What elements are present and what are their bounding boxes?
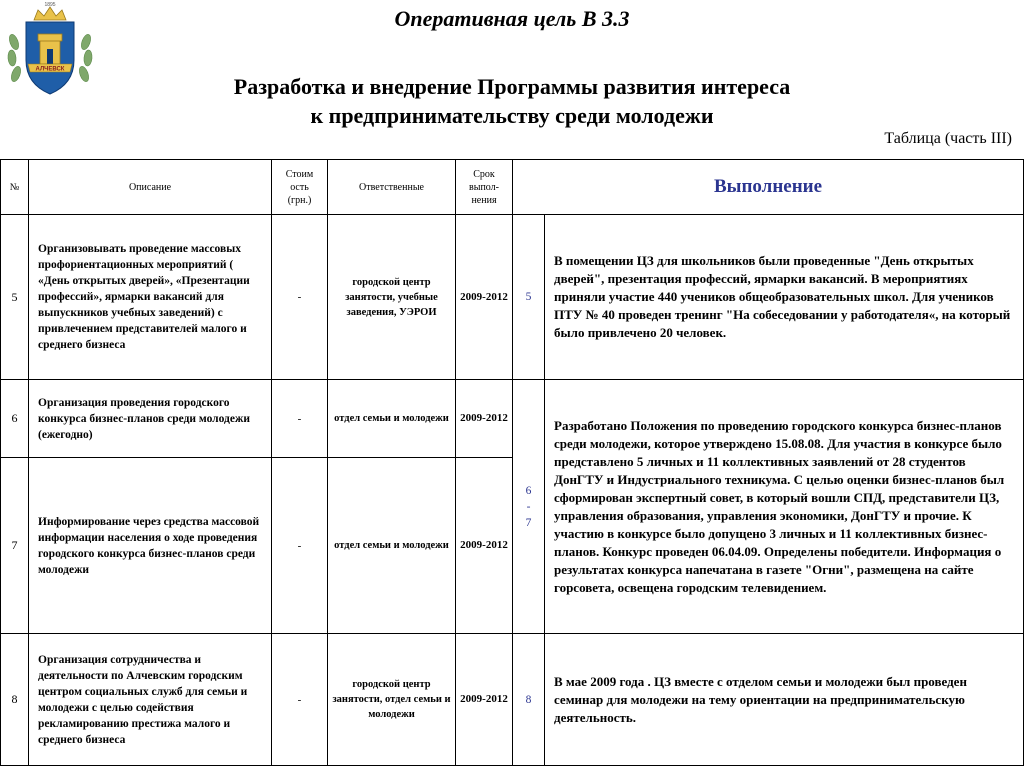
row-description: Организовывать проведение массовых профориентационных мероприятий ( «День открытых дверей», «Презентации профессий», ярмарки вакансий для выпускников учебных заведений) с привлечением представителей малого и среднего бизнеса: [29, 215, 272, 380]
table-row: [1, 380, 1024, 458]
header-description: Описание: [29, 160, 272, 215]
page-title: [0, 72, 1024, 130]
logo-year: 1895: [44, 2, 56, 8]
row-cost: -: [272, 634, 328, 766]
result-ref-l3: 7: [525, 516, 532, 529]
header-num: №: [1, 160, 29, 215]
row-cost: -: [272, 215, 328, 380]
header-cost-l3: (грн.): [287, 194, 312, 206]
row-number: 7: [1, 458, 29, 634]
result-ref: 5: [513, 215, 545, 380]
row-cost: -: [272, 458, 328, 634]
header-term: [456, 160, 513, 215]
header-responsible: Ответственные: [328, 160, 456, 215]
table-row: [1, 634, 1024, 766]
row-term: 2009-2012: [456, 458, 513, 634]
title-line-2: к предпринимательству среди молодежи: [310, 103, 714, 128]
result-ref-l2: -: [526, 500, 531, 513]
result-text: В мае 2009 года . ЦЗ вместе с отделом семьи и молодежи был проведен семинар для молодежи на тему ориентации на предпринимательскую деятельность.: [545, 634, 1024, 766]
result-ref: 8: [513, 634, 545, 766]
header-term-l3: нения: [471, 194, 497, 206]
header-execution: Выполнение: [513, 160, 1024, 215]
subtitle: Оперативная цель В 3.3: [394, 6, 630, 31]
header-term-l1: Срок: [473, 168, 495, 180]
row-term: 2009-2012: [456, 634, 513, 766]
table-row: [1, 215, 1024, 380]
result-ref: [513, 380, 545, 634]
row-term: 2009-2012: [456, 215, 513, 380]
table-note: Таблица (часть III): [884, 130, 1012, 147]
title-line-1: Разработка и внедрение Программы развития интереса: [233, 74, 791, 99]
row-number: 5: [1, 215, 29, 380]
logo-ribbon-text: АЛЧЕВСК: [35, 66, 65, 73]
row-cost: -: [272, 380, 328, 458]
header-term-l2: выпол-: [469, 181, 499, 193]
header-row: [1, 160, 1024, 215]
row-responsible: отдел семьи и молодежи: [328, 380, 456, 458]
row-responsible: отдел семьи и молодежи: [328, 458, 456, 634]
row-responsible: городской центр занятости, отдел семьи и молодежи: [328, 634, 456, 766]
row-term: 2009-2012: [456, 380, 513, 458]
row-description: Организация проведения городского конкурса бизнес-планов среди молодежи (ежегодно): [29, 380, 272, 458]
header-cost: [272, 160, 328, 215]
row-number: 6: [1, 380, 29, 458]
row-responsible: городской центр занятости, учебные заведения, УЭРОИ: [328, 215, 456, 380]
row-description: Организация сотрудничества и деятельности по Алчевским городским центром социальных служб для семьи и молодежи с целью содействия рекламированию престижа малого и среднего бизнеса: [29, 634, 272, 766]
result-ref-l1: 6: [525, 484, 532, 497]
header-cost-l2: ость: [290, 181, 309, 193]
row-number: 8: [1, 634, 29, 766]
header-cost-l1: Стоим: [285, 168, 314, 180]
row-description: Информирование через средства массовой информации населения о ходе проведения городского конкурса бизнес-планов среди молодежи: [29, 458, 272, 634]
result-text: В помещении ЦЗ для школьников были проведенные "День открытых дверей", презентация профессий, ярмарки вакансий. В мероприятиях приняли участие 440 учеников общеобразовательных школ. Для учеников ПТУ № 40 проведен тренинг "На собеседовании у работодателя«, на который было привлечено 20 человек.: [545, 215, 1024, 380]
program-table: [0, 159, 1024, 766]
result-text: Разработано Положения по проведению городского конкурса бизнес-планов среди молодежи, которое утверждено 15.08.08. Для участия в конкурсе было представлено 5 личных и 11 коллективных заявлений от 28 студентов ДонГТУ и Индустриального техникума. С целью оценки бизнес-планов был сформирован экспертный совет, в который вошли СПД, представители ЦЗ, управления образования, управления экономики, ДонГТУ и прочие. К участию в конкурсе было допущено 3 личных и 11 коллективных бизнес-планов. Конкурс проведен 06.04.09. Определены победители. Информация о результатах конкурса напечатана в газете "Огни", размещена на сайте горсовета, освещена городским телевидением.: [545, 380, 1024, 634]
